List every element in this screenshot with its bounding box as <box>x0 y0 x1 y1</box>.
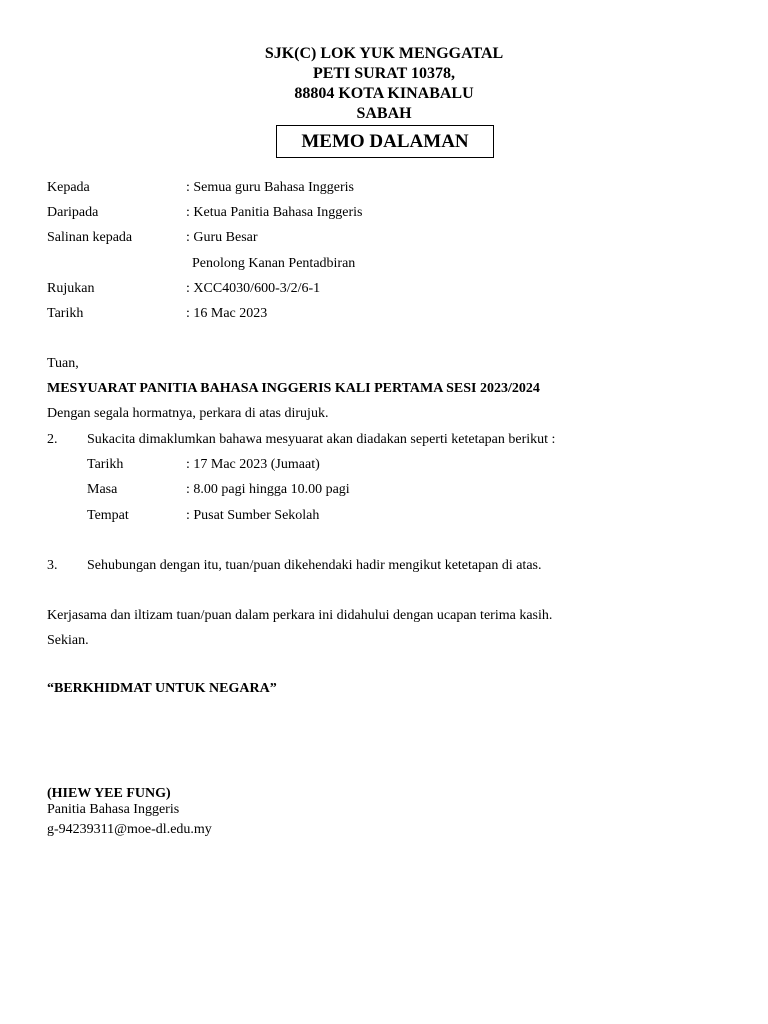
school-name: SJK(C) LOK YUK MENGGATAL <box>264 45 504 62</box>
meeting-date-value: : 17 Mac 2023 (Jumaat) <box>186 457 320 472</box>
salutation: Tuan, <box>47 356 79 371</box>
meeting-place-value: : Pusat Sumber Sekolah <box>186 508 320 523</box>
field-value-salinan-2: Penolong Kanan Pentadbiran <box>192 256 356 271</box>
field-value-daripada: : Ketua Panitia Bahasa Inggeris <box>186 205 363 220</box>
field-label-salinan: Salinan kepada <box>47 230 133 245</box>
field-label-tarikh: Tarikh <box>47 306 84 321</box>
motto: “BERKHIDMAT UNTUK NEGARA” <box>47 681 277 696</box>
field-value-tarikh: : 16 Mac 2023 <box>186 306 268 321</box>
meeting-place-label: Tempat <box>87 508 129 523</box>
field-label-daripada: Daripada <box>47 205 99 220</box>
postal-box: PETI SURAT 10378, <box>312 65 456 82</box>
paragraph-3-number: 3. <box>47 558 58 573</box>
meeting-time-label: Masa <box>87 482 118 497</box>
field-value-kepada: : Semua guru Bahasa Inggeris <box>186 180 354 195</box>
field-value-salinan: : Guru Besar <box>186 230 258 245</box>
signatory-email: g-94239311@moe-dl.edu.my <box>47 822 212 837</box>
field-label-rujukan: Rujukan <box>47 281 95 296</box>
signatory-name: (HIEW YEE FUNG) <box>47 786 171 801</box>
paragraph-3-text: Sehubungan dengan itu, tuan/puan dikehendaki hadir mengikut ketetapan di atas. <box>87 558 542 573</box>
signatory-position: Panitia Bahasa Inggeris <box>47 802 180 817</box>
field-value-rujukan: : XCC4030/600-3/2/6-1 <box>186 281 321 296</box>
memo-title: MEMO DALAMAN <box>276 125 494 158</box>
meeting-time-value: : 8.00 pagi hingga 10.00 pagi <box>186 482 350 497</box>
memo-subject: MESYUARAT PANITIA BAHASA INGGERIS KALI PERTAMA SESI 2023/2024 <box>47 381 540 396</box>
paragraph-2-number: 2. <box>47 432 58 447</box>
postcode-city: 88804 KOTA KINABALU <box>294 85 474 102</box>
meeting-date-label: Tarikh <box>87 457 124 472</box>
closing-paragraph: Kerjasama dan iltizam tuan/puan dalam perkara ini didahului dengan ucapan terima kasih. <box>47 608 553 623</box>
paragraph-2-text: Sukacita dimaklumkan bahawa mesyuarat akan diadakan seperti ketetapan berikut : <box>87 432 556 447</box>
field-label-kepada: Kepada <box>47 180 90 195</box>
sekian: Sekian. <box>47 633 89 648</box>
intro-paragraph: Dengan segala hormatnya, perkara di atas dirujuk. <box>47 406 329 421</box>
state: SABAH <box>356 105 412 122</box>
